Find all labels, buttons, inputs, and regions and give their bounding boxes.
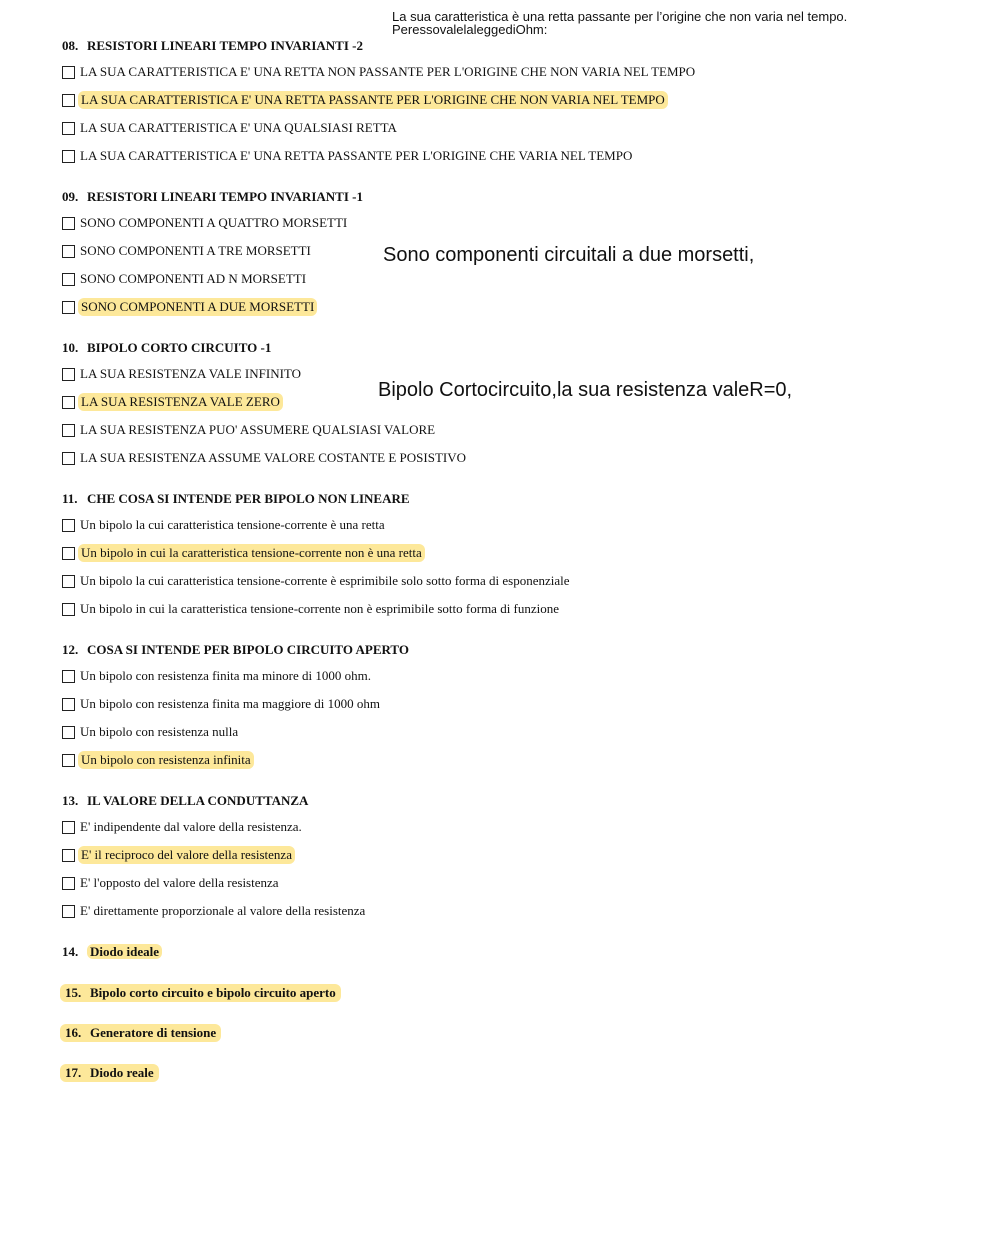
section-heading [60, 984, 341, 1002]
annotation-line: La sua caratteristica è una retta passante per l’origine che non varia nel tempo. [392, 9, 848, 24]
answer-checkbox[interactable] [62, 368, 75, 381]
heading-number: 15. [65, 985, 82, 1000]
answer-label: E' il reciproco del valore della resistenza [78, 846, 295, 864]
question-number: 08. [62, 38, 79, 53]
answer-checkbox[interactable] [62, 905, 75, 918]
answer-checkbox[interactable] [62, 877, 75, 890]
heading-text: Bipolo corto circuito e bipolo circuito aperto [90, 985, 336, 1000]
answer-checkbox[interactable] [62, 670, 75, 683]
answer-label: LA SUA CARATTERISTICA E' UNA RETTA PASSANTE PER L'ORIGINE CHE VARIA NEL TEMPO [80, 148, 633, 163]
question-number: 13. [62, 793, 79, 808]
answer-label: SONO COMPONENTI A TRE MORSETTI [80, 243, 311, 258]
answer-checkbox[interactable] [62, 821, 75, 834]
answer-label: Un bipolo con resistenza finita ma minore di 1000 ohm. [80, 668, 371, 683]
answer-checkbox[interactable] [62, 122, 75, 135]
heading-number: 14. [62, 944, 79, 959]
section-heading [60, 1064, 159, 1082]
answer-option[interactable] [62, 516, 387, 534]
question-number: 12. [62, 642, 79, 657]
answer-label: LA SUA CARATTERISTICA E' UNA RETTA NON PASSANTE PER L'ORIGINE CHE NON VARIA NEL TEMPO [80, 64, 696, 79]
answer-checkbox[interactable] [62, 754, 75, 767]
answer-label: LA SUA RESISTENZA VALE ZERO [78, 393, 283, 411]
question-title [62, 792, 308, 810]
answer-checkbox[interactable] [62, 150, 75, 163]
answer-checkbox[interactable] [62, 94, 75, 107]
answer-label: SONO COMPONENTI A QUATTRO MORSETTI [80, 215, 348, 230]
answer-label: LA SUA RESISTENZA PUO' ASSUMERE QUALSIASI VALORE [80, 422, 436, 437]
annotation-note: Bipolo Cortocircuito,la sua resistenza valeR=0, [378, 379, 793, 401]
answer-checkbox[interactable] [62, 547, 75, 560]
annotation-note: Sono componenti circuitali a due morsetti, [383, 244, 755, 266]
answer-label: SONO COMPONENTI A DUE MORSETTI [78, 298, 317, 316]
answer-checkbox[interactable] [62, 575, 75, 588]
answer-option[interactable] [62, 600, 561, 618]
answer-option[interactable] [62, 147, 634, 165]
answer-option[interactable] [62, 695, 382, 713]
answer-checkbox[interactable] [62, 452, 75, 465]
answer-option[interactable] [62, 902, 367, 920]
answer-option[interactable] [62, 214, 349, 232]
question-text: IL VALORE DELLA CONDUTTANZA [87, 793, 309, 808]
answer-option[interactable] [62, 667, 373, 685]
answer-label: LA SUA RESISTENZA VALE INFINITO [80, 366, 302, 381]
heading-text: Diodo reale [90, 1065, 154, 1080]
answer-checkbox[interactable] [62, 726, 75, 739]
answer-option[interactable] [62, 91, 668, 109]
question-number: 11. [62, 491, 78, 506]
answer-option[interactable] [62, 242, 313, 260]
answer-checkbox[interactable] [62, 849, 75, 862]
question-title [62, 37, 363, 55]
answer-label: Un bipolo la cui caratteristica tensione-corrente è una retta [80, 517, 385, 532]
answer-checkbox[interactable] [62, 66, 75, 79]
question-title [62, 490, 410, 508]
question-title [62, 339, 271, 357]
question-text: RESISTORI LINEARI TEMPO INVARIANTI -1 [87, 189, 363, 204]
heading-number: 16. [65, 1025, 82, 1040]
annotation-note-top [392, 10, 847, 36]
question-text: COSA SI INTENDE PER BIPOLO CIRCUITO APERTO [87, 642, 409, 657]
section-heading [62, 943, 162, 961]
answer-option[interactable] [62, 298, 317, 316]
question-number: 09. [62, 189, 79, 204]
answer-option[interactable] [62, 365, 303, 383]
heading-text: Generatore di tensione [90, 1025, 217, 1040]
answer-option[interactable] [62, 544, 425, 562]
answer-checkbox[interactable] [62, 301, 75, 314]
answer-option[interactable] [62, 393, 283, 411]
answer-label: E' indipendente dal valore della resistenza. [80, 819, 302, 834]
question-text: RESISTORI LINEARI TEMPO INVARIANTI -2 [87, 38, 363, 53]
answer-option[interactable] [62, 751, 254, 769]
answer-checkbox[interactable] [62, 396, 75, 409]
heading-text: Diodo ideale [87, 944, 162, 959]
answer-option[interactable] [62, 449, 468, 467]
answer-checkbox[interactable] [62, 603, 75, 616]
answer-label: Un bipolo la cui caratteristica tensione-corrente è esprimibile solo sotto forma di esponenziale [80, 573, 570, 588]
answer-option[interactable] [62, 572, 572, 590]
answer-checkbox[interactable] [62, 424, 75, 437]
answer-label: Un bipolo in cui la caratteristica tensione-corrente non è una retta [78, 544, 425, 562]
question-title [62, 641, 409, 659]
answer-label: Un bipolo in cui la caratteristica tensione-corrente non è esprimibile sotto forma di funzione [80, 601, 560, 616]
answer-option[interactable] [62, 723, 240, 741]
heading-number: 17. [65, 1065, 82, 1080]
answer-label: LA SUA RESISTENZA ASSUME VALORE COSTANTE E POSISTIVO [80, 450, 467, 465]
answer-label: Un bipolo con resistenza finita ma maggiore di 1000 ohm [80, 696, 381, 711]
answer-label: Un bipolo con resistenza nulla [80, 724, 239, 739]
answer-option[interactable] [62, 270, 308, 288]
answer-checkbox[interactable] [62, 519, 75, 532]
answer-checkbox[interactable] [62, 217, 75, 230]
answer-checkbox[interactable] [62, 273, 75, 286]
question-text: BIPOLO CORTO CIRCUITO -1 [87, 340, 272, 355]
answer-option[interactable] [62, 421, 437, 439]
answer-option[interactable] [62, 63, 697, 81]
answer-option[interactable] [62, 874, 281, 892]
answer-label: E' l'opposto del valore della resistenza [80, 875, 279, 890]
question-title [62, 188, 363, 206]
answer-option[interactable] [62, 119, 399, 137]
section-heading [60, 1024, 221, 1042]
answer-option[interactable] [62, 818, 304, 836]
answer-label: Un bipolo con resistenza infinita [78, 751, 254, 769]
question-text: CHE COSA SI INTENDE PER BIPOLO NON LINEARE [87, 491, 410, 506]
answer-label: E' direttamente proporzionale al valore della resistenza [80, 903, 366, 918]
answer-label: SONO COMPONENTI AD N MORSETTI [80, 271, 307, 286]
question-number: 10. [62, 340, 79, 355]
annotation-line: PeressovalelaleggediOhm: [392, 22, 548, 37]
answer-option[interactable] [62, 846, 295, 864]
answer-label: LA SUA CARATTERISTICA E' UNA QUALSIASI RETTA [80, 120, 397, 135]
answer-label: LA SUA CARATTERISTICA E' UNA RETTA PASSANTE PER L'ORIGINE CHE NON VARIA NEL TEMPO [78, 91, 668, 109]
answer-checkbox[interactable] [62, 245, 75, 258]
answer-checkbox[interactable] [62, 698, 75, 711]
